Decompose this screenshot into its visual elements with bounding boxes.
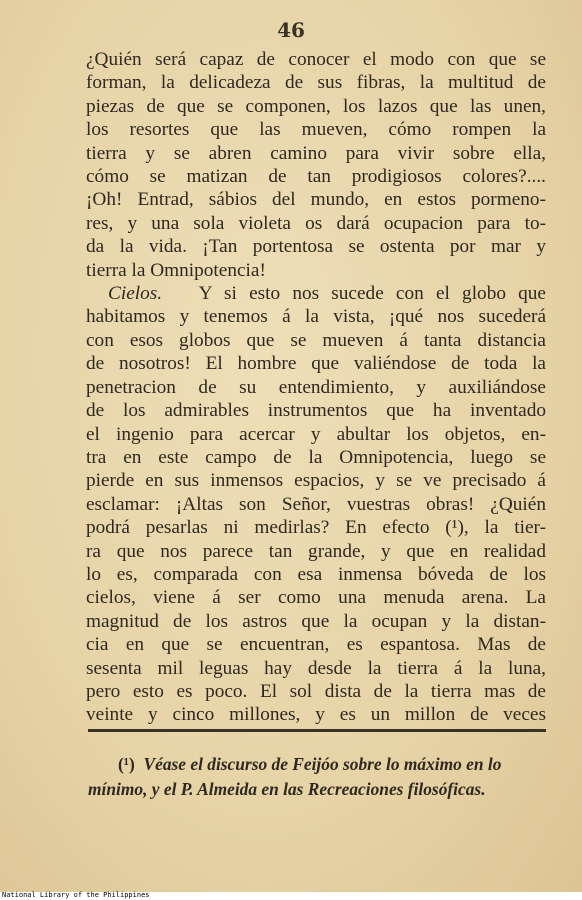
page-number: 46 [277,18,305,42]
text-line: cómo se matizan de tan prodigiosos colores?.... [86,166,546,188]
text-line: magnitud de los astros que la ocupan y la distan- [86,610,546,632]
text-line: ra que nos parece tan grande, y que en realidad [86,540,546,562]
text-line: sesenta mil leguas hay desde la tierra á la luna, [86,657,546,679]
footnote-line [88,752,550,777]
text-line: lo es, comparada con esa inmensa bóveda de los [86,563,546,585]
text-line: con esos globos que se mueven á tanta distancia [86,329,546,351]
text-line-section-start [86,282,546,305]
text-line: tierra la Omnipotencia! [86,259,266,281]
section-heading: Cielos. [108,283,163,305]
text-line: tierra y se abren camino para vivir sobre ella, [86,142,546,164]
text-line: penetracion de su entendimiento, y auxiliándose [86,376,546,398]
footnote-mark: (¹) [118,754,135,774]
text-line: de nosotros! El hombre que valiéndose de toda la [86,353,546,375]
text-line: res, y una sola violeta os dará ocupacion para to- [86,212,546,234]
text-line: cielos, viene á ser como una menuda arena. La [86,587,546,609]
text-line: da la vida. ¡Tan portentosa se ostenta por mar y [86,236,546,258]
text-line: el ingenio para acercar y abultar los objetos, en- [86,423,546,445]
text-line: ¿Quién será capaz de conocer el modo con que se [86,49,546,70]
footnote-text-2: mínimo, y el P. Almeida en las Recreaciones filosóficas. [88,779,486,799]
text-line: cia en que se encuentran, es espantosa. Mas de [86,634,546,656]
footnote-rule [88,729,546,732]
text-line: tra en este campo de la Omnipotencia, luego se [86,446,546,468]
text-line: piezas de que se componen, los lazos que las unen, [86,95,546,117]
footnote-text-1: Véase el discurso de Feijóo sobre lo máximo en lo [143,754,502,774]
text-line: podrá pesarlas ni medirlas? En efecto (¹), la tier- [86,517,546,539]
text-line: habitamos y tenemos á la vista, ¡qué nos sucederá [86,306,546,328]
text-line: ¡Oh! Entrad, sábios del mundo, en estos pormeno- [86,189,546,211]
section-first-line: Y si esto nos sucede con el globo que [198,283,546,305]
library-credit: National Library of the Philippines [2,891,150,899]
footnote [88,752,550,802]
text-line: pero esto es poco. El sol dista de la tierra mas de [86,680,546,702]
text-line: forman, la delicadeza de sus fibras, la multitud de [86,72,546,94]
text-line: veinte y cinco millones, y es un millon de veces [86,704,546,726]
body-text [86,48,546,727]
text-line: esclamar: ¡Altas son Señor, vuestras obras! ¿Quién [86,493,546,515]
text-line: los resortes que las mueven, cómo rompen la [86,119,546,141]
text-line: pierde en sus inmensos espacios, y se ve precisado á [86,470,546,492]
text-line: de los admirables instrumentos que ha inventado [86,400,546,422]
